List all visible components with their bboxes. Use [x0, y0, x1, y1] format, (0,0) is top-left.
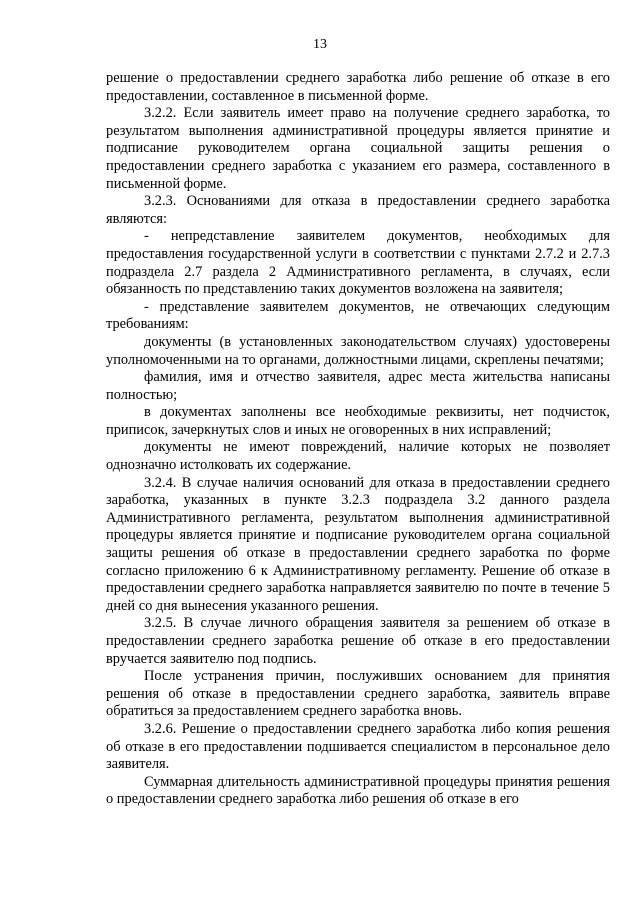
paragraph: 3.2.2. Если заявитель имеет право на получение среднего заработка, то результатом выполнения административной процедуры является принятие и подписание руководителем органа социальной защиты решения о предоставлении среднего заработка с указанием его размера, составленного в письменной форме. — [106, 105, 610, 192]
paragraph: - непредставление заявителем документов, необходимых для предоставления государственной услуги в соответствии с пунктами 2.7.2 и 2.7.3 подраздела 2.7 раздела 2 Административного регламента, в случаях, если обязанность по представлению таких документов возложена на заявителя; — [106, 228, 610, 298]
paragraph: документы не имеют повреждений, наличие которых не позволяет однозначно истолковать их содержание. — [106, 439, 610, 474]
paragraph: в документах заполнены все необходимые реквизиты, нет подчисток, приписок, зачеркнутых слов и иных не оговоренных в них исправлений; — [106, 404, 610, 438]
paragraph: 3.2.3. Основаниями для отказа в предоставлении среднего заработка являются: — [106, 193, 610, 227]
paragraph: 3.2.4. В случае наличия оснований для отказа в предоставлении среднего заработка, указанных в пункте 3.2.3 подраздела 3.2 данного раздела Административного регламента, результатом выполнения административной процедуры является принятие и подписание руководителем органа социальной защиты решения об отказе в предоставлении среднего заработка по форме согласно приложению 6 к Административному регламенту. Решение об отказе в предоставлении среднего заработка направляется заявителю по почте в течение 5 дней со дня вынесения указанного решения. — [106, 474, 610, 614]
paragraph: 3.2.5. В случае личного обращения заявителя за решением об отказе в предоставлении среднего заработка решение об отказе в его предоставлении вручается заявителю под подпись. — [106, 615, 610, 667]
paragraph: - представление заявителем документов, не отвечающих следующим требованиям: — [106, 298, 610, 333]
paragraph: Суммарная длительность административной процедуры принятия решения о предоставлении среднего заработка либо решения об отказе в его — [106, 773, 610, 808]
document-body — [106, 70, 610, 809]
page-number: 13 — [313, 37, 327, 52]
paragraph: 3.2.6. Решение о предоставлении среднего заработка либо копия решения об отказе в его предоставлении подшивается специалистом в персональное дело заявителя. — [106, 720, 610, 773]
paragraph: решение о предоставлении среднего заработка либо решение об отказе в его предоставлении, составленное в письменной форме. — [106, 70, 610, 104]
paragraph: После устранения причин, послуживших основанием для принятия решения об отказе в предоставлении среднего заработка, заявитель вправе обратиться за предоставлением среднего заработка вновь. — [106, 668, 610, 720]
paragraph: фамилия, имя и отчество заявителя, адрес места жительства написаны полностью; — [106, 369, 610, 403]
paragraph: документы (в установленных законодательством случаях) удостоверены уполномоченными на то органами, должностными лицами, скреплены печатями; — [106, 333, 610, 368]
